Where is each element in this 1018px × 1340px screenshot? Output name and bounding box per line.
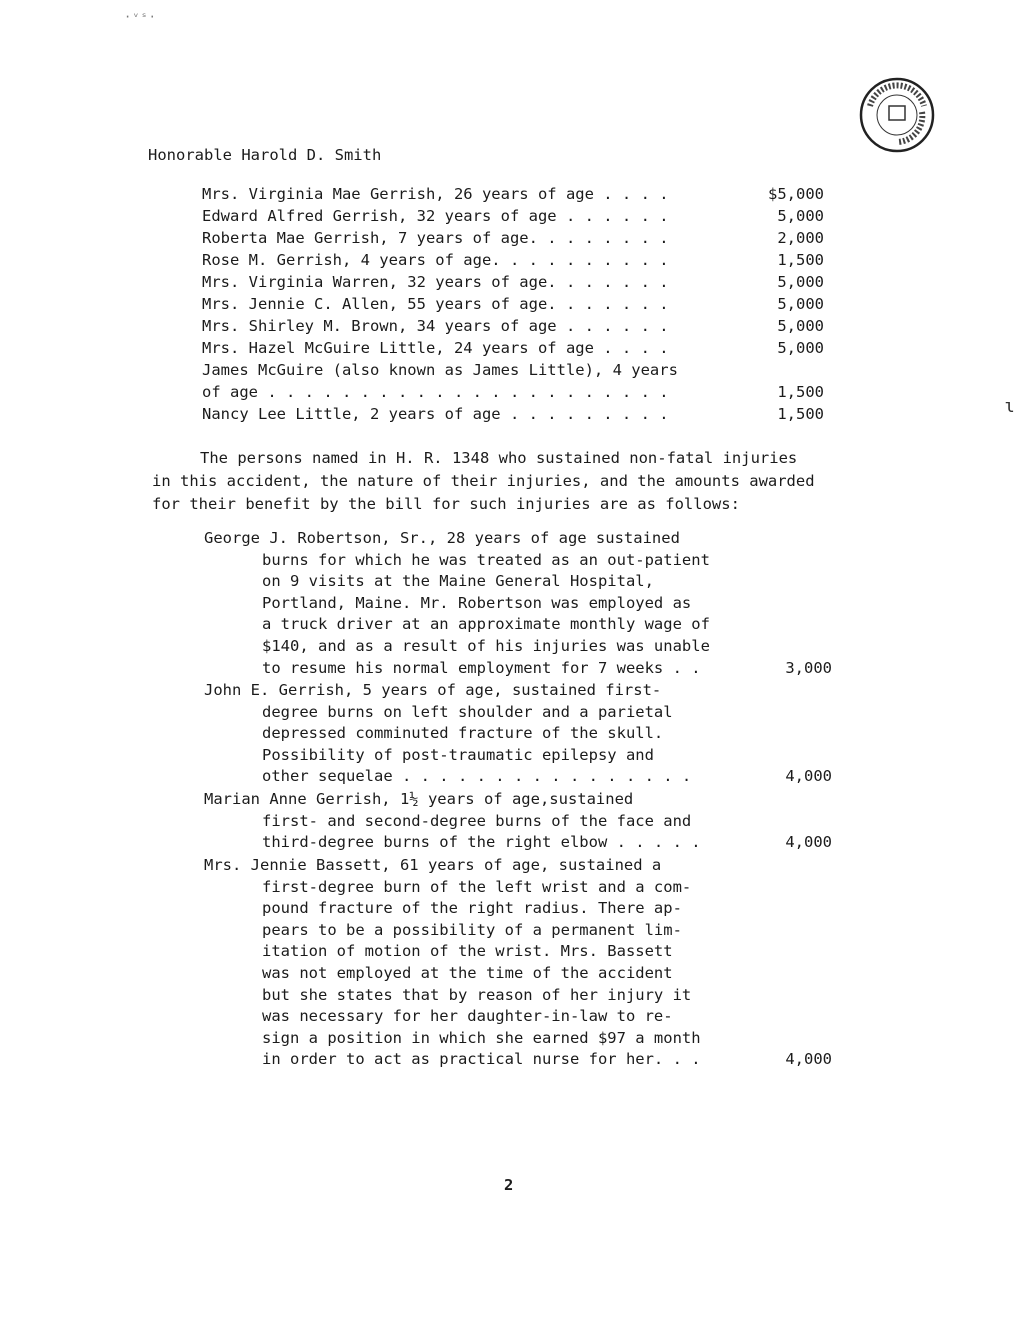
injury-entry-text: pound fracture of the right radius. There ap- [262, 899, 682, 918]
injury-entry-line [204, 593, 844, 615]
award-row-amount: 5,000 [777, 207, 824, 225]
award-row-text: James McGuire (also known as James Little), 4 years [202, 361, 678, 379]
injury-entry [204, 680, 844, 788]
award-row [202, 205, 832, 227]
injury-entry-text: John E. Gerrish, 5 years of age, sustained first- [204, 681, 662, 699]
page-number: 2 [504, 1176, 514, 1194]
award-row [202, 381, 832, 403]
injury-entry [204, 528, 844, 679]
injury-entry-text: Mrs. Jennie Bassett, 61 years of age, sustained a [204, 856, 662, 874]
injury-entry-text: other sequelae . . . . . . . . . . . . . . . . [262, 767, 692, 786]
injury-entry-line [204, 658, 844, 680]
award-row-amount: 5,000 [777, 317, 824, 335]
scan-mark: ·ᵛˢ· [124, 10, 157, 24]
intro-paragraph [152, 447, 842, 516]
award-row [202, 249, 832, 271]
award-row-text: Mrs. Virginia Warren, 32 years of age. . . . . . . [202, 273, 669, 291]
injury-entry-text: Marian Anne Gerrish, 1½ years of age,sustained [204, 790, 634, 808]
injury-entry-text: $140, and as a result of his injuries was unable [262, 636, 710, 655]
injury-entry-line [204, 680, 844, 702]
injury-entry-text: was necessary for her daughter-in-law to re- [262, 1007, 673, 1026]
award-row [202, 183, 832, 205]
injury-entry-line [204, 723, 844, 745]
injury-entry-text: third-degree burns of the right elbow . . . . . [262, 833, 701, 852]
award-row [202, 271, 832, 293]
award-row-amount: 1,500 [777, 405, 824, 423]
injury-entry-text: was not employed at the time of the accident [262, 963, 673, 982]
injury-entry-line [204, 985, 844, 1007]
injury-entry-text: depressed comminuted fracture of the skull. [262, 724, 664, 743]
award-row-amount: 5,000 [777, 273, 824, 291]
award-row-text: Nancy Lee Little, 2 years of age . . . . . . . . . [202, 405, 669, 423]
award-row-text: Edward Alfred Gerrish, 32 years of age . . . . . . [202, 207, 669, 225]
award-row-text: Mrs. Virginia Mae Gerrish, 26 years of age . . . . [202, 185, 669, 203]
injury-entry-line [204, 832, 844, 854]
injury-entry-text: first- and second-degree burns of the face and [262, 811, 692, 830]
injury-entry-line [204, 789, 844, 811]
injury-entry-line [204, 1006, 844, 1028]
injury-entry-line [204, 941, 844, 963]
injury-entry-text: in order to act as practical nurse for her. . . [262, 1050, 701, 1069]
injury-entry [204, 855, 844, 1071]
injury-entry-amount: 4,000 [785, 833, 832, 852]
injury-entry-text: on 9 visits at the Maine General Hospital, [262, 572, 654, 591]
injury-entry-amount: 3,000 [785, 658, 832, 677]
injury-entry-line [204, 855, 844, 877]
injury-entry-text: pears to be a possibility of a permanent lim- [262, 920, 682, 939]
injury-entry-text: but she states that by reason of her injury it [262, 985, 692, 1004]
injury-entry-line [204, 745, 844, 767]
injury-entry-line [204, 571, 844, 593]
award-row [202, 293, 832, 315]
award-row-text: Mrs. Jennie C. Allen, 55 years of age. . . . . . . [202, 295, 669, 313]
injury-entry-text: Portland, Maine. Mr. Robertson was employed as [262, 593, 692, 612]
injury-entry-text: degree burns on left shoulder and a parietal [262, 702, 673, 721]
library-stamp-icon [858, 76, 936, 154]
paragraph-line: for their benefit by the bill for such injuries are as follows: [152, 495, 740, 513]
injury-entry-line [204, 1028, 844, 1050]
injury-entry-line [204, 528, 844, 550]
award-row-amount: $5,000 [768, 185, 824, 203]
award-row [202, 359, 832, 381]
injury-entry-line [204, 1049, 844, 1071]
addressee-line: Honorable Harold D. Smith [148, 146, 382, 164]
injury-entry-line [204, 636, 844, 658]
award-row-text: Mrs. Hazel McGuire Little, 24 years of age . . . . [202, 339, 669, 357]
award-row [202, 403, 832, 425]
injury-entry-text: George J. Robertson, Sr., 28 years of age sustained [204, 529, 680, 547]
paragraph-line: The persons named in H. R. 1348 who sustained non-fatal injuries [200, 449, 798, 467]
award-row-amount: 1,500 [777, 383, 824, 401]
injury-entry-line [204, 614, 844, 636]
injury-entry-line [204, 920, 844, 942]
injury-entry [204, 789, 844, 854]
award-row-text: Roberta Mae Gerrish, 7 years of age. . . . . . . . [202, 229, 669, 247]
injury-entry-amount: 4,000 [785, 1050, 832, 1069]
injury-entry-line [204, 898, 844, 920]
award-row-amount: 1,500 [777, 251, 824, 269]
injury-entry-text: itation of motion of the wrist. Mrs. Bassett [262, 942, 673, 961]
injury-entry-line [204, 766, 844, 788]
injury-entry-line [204, 702, 844, 724]
injury-entry-amount: 4,000 [785, 767, 832, 786]
award-row-text: of age . . . . . . . . . . . . . . . . . . . . . . [202, 383, 669, 401]
injury-entry-text: a truck driver at an approximate monthly wage of [262, 615, 710, 634]
award-row [202, 337, 832, 359]
injury-entry-text: first-degree burn of the left wrist and a com- [262, 877, 692, 896]
injury-entry-line [204, 550, 844, 572]
injury-entry-text: sign a position in which she earned $97 a month [262, 1028, 701, 1047]
award-row-amount: 2,000 [777, 229, 824, 247]
injury-entry-text: Possibility of post-traumatic epilepsy and [262, 745, 654, 764]
decedent-award-list [202, 183, 832, 425]
injury-entry-line [204, 877, 844, 899]
award-row-text: Rose M. Gerrish, 4 years of age. . . . . . . . . . [202, 251, 669, 269]
paragraph-line: in this accident, the nature of their injuries, and the amounts awarded [152, 472, 815, 490]
award-row-text: Mrs. Shirley M. Brown, 34 years of age . . . . . . [202, 317, 669, 335]
award-row [202, 227, 832, 249]
injury-entry-text: to resume his normal employment for 7 weeks . . [262, 658, 701, 677]
injury-entry-line [204, 963, 844, 985]
injury-entry-line [204, 811, 844, 833]
award-row-amount: 5,000 [777, 295, 824, 313]
award-row [202, 315, 832, 337]
edge-mark: ɩ [1004, 396, 1015, 417]
award-row-amount: 5,000 [777, 339, 824, 357]
injury-entry-text: burns for which he was treated as an out-patient [262, 550, 710, 569]
